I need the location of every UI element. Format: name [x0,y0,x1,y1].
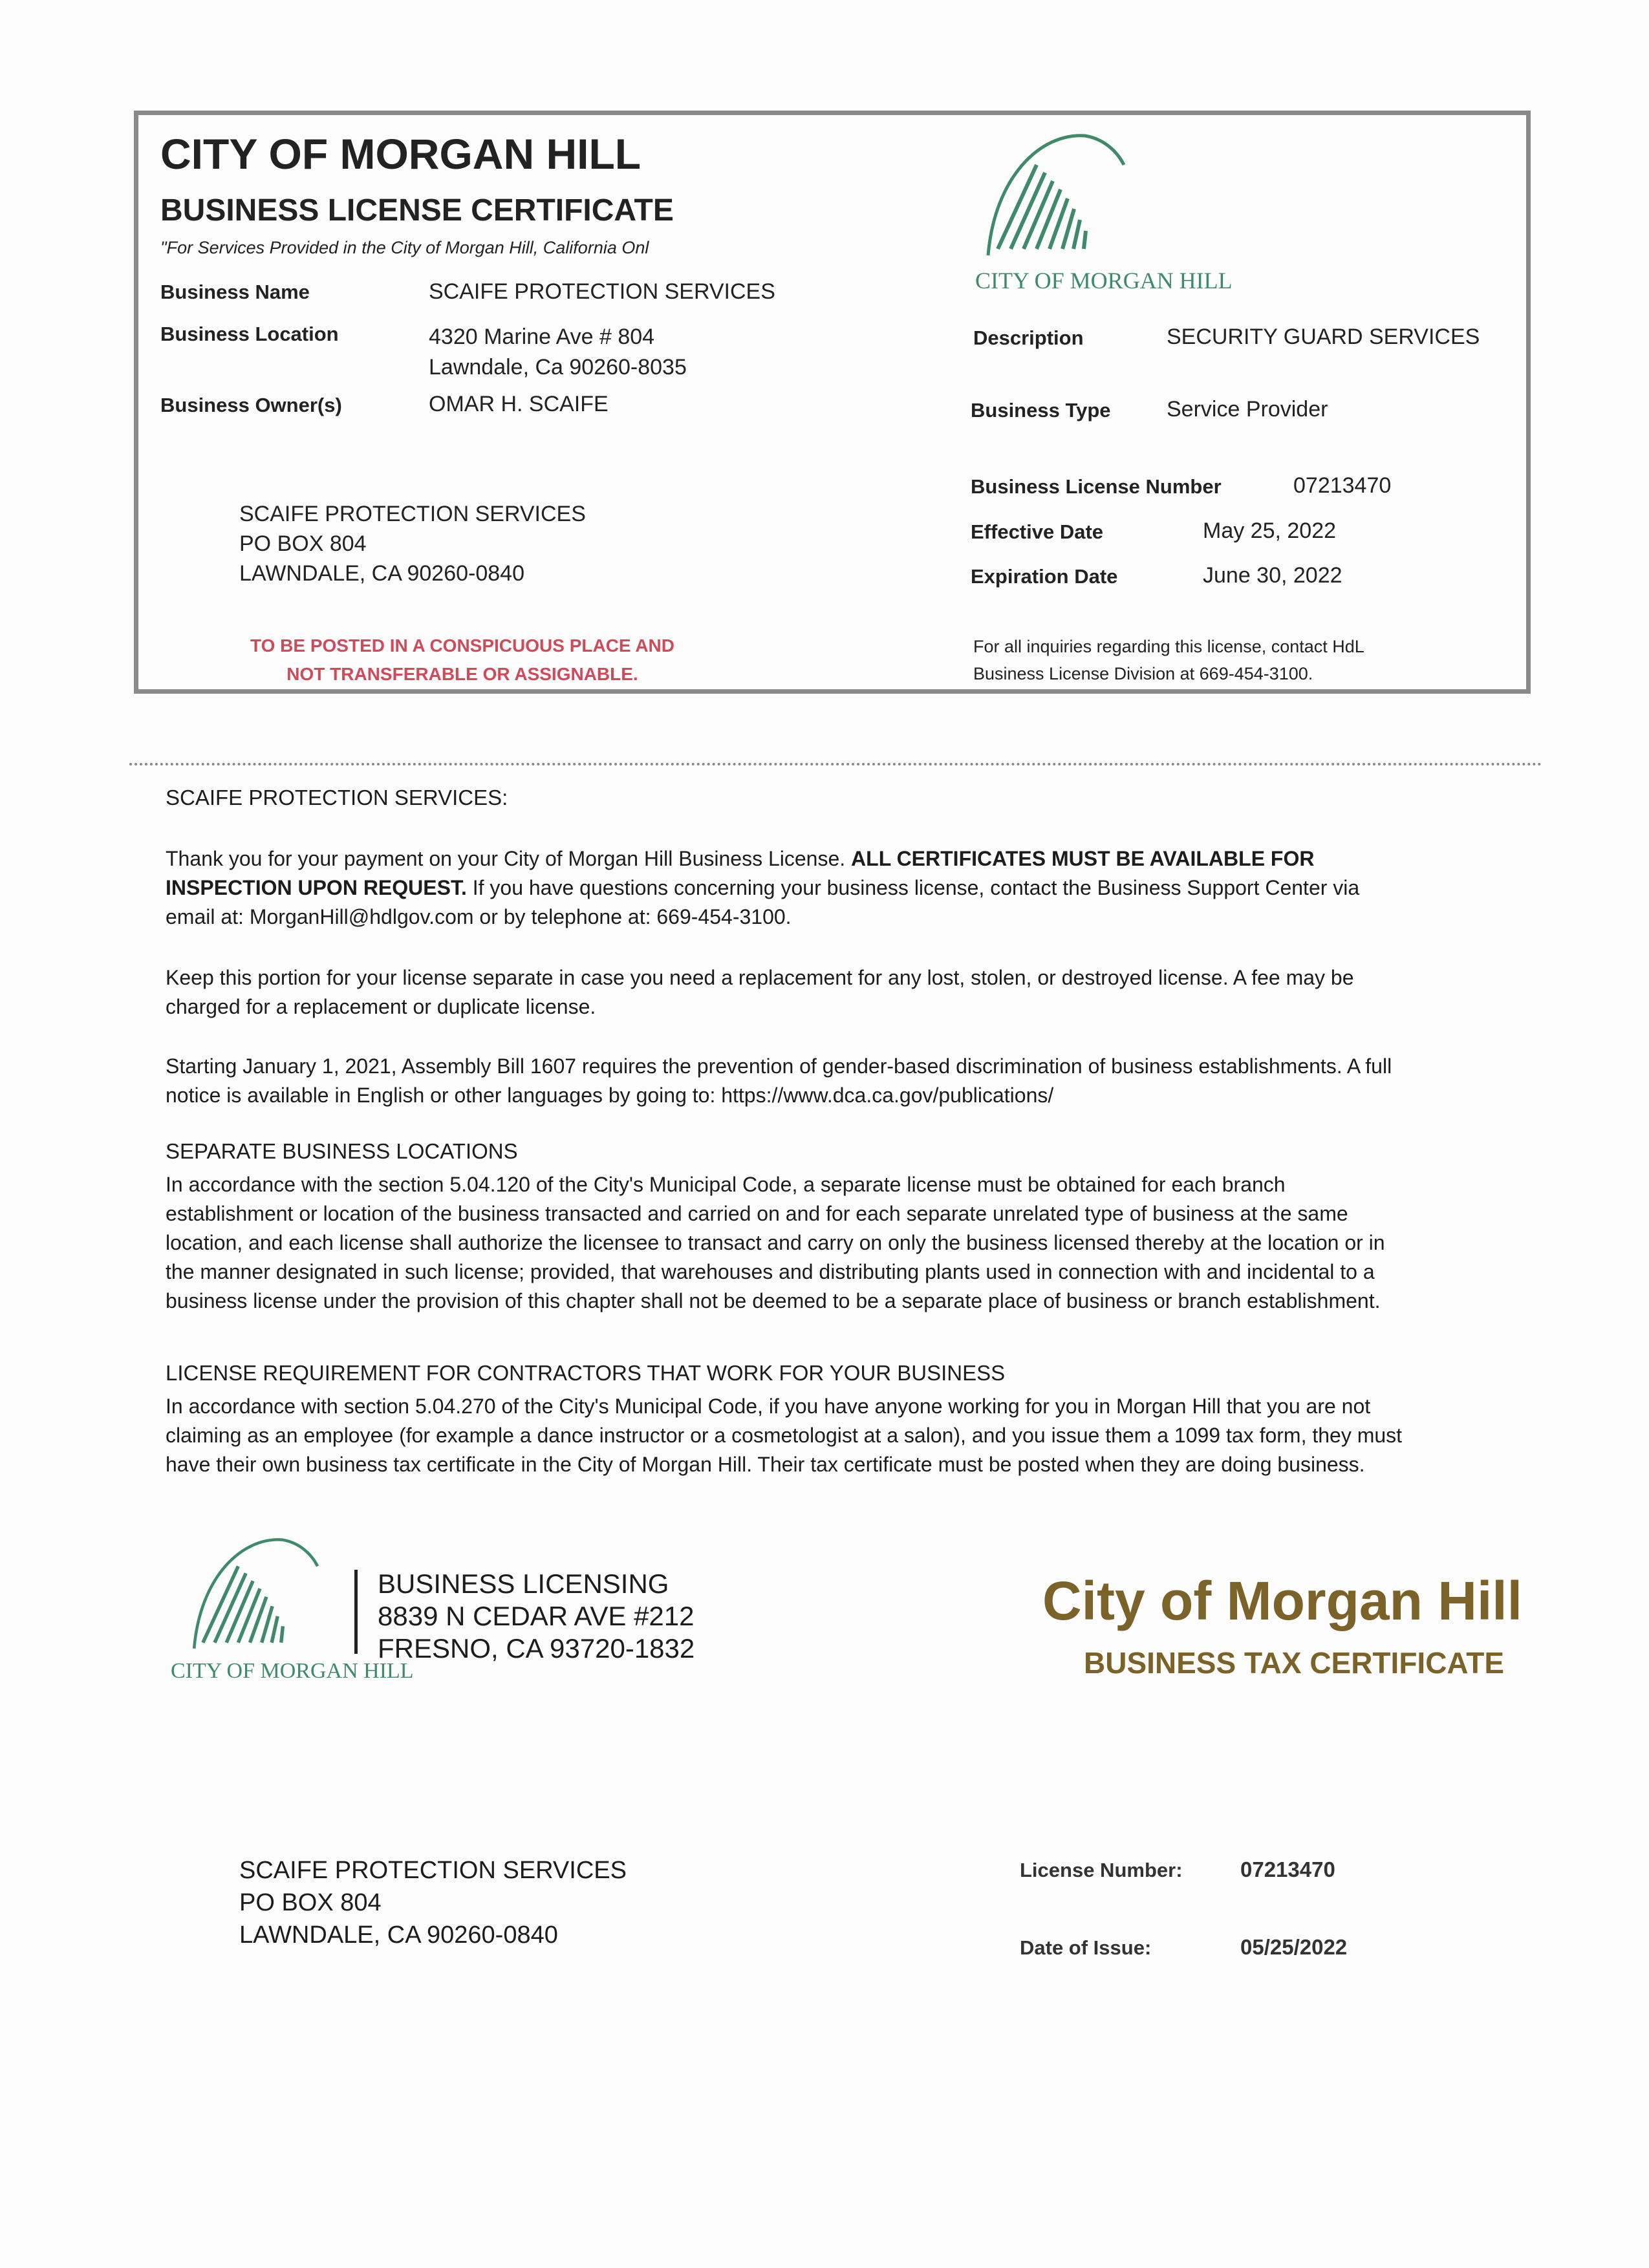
office-line-1: BUSINESS LICENSING [378,1568,669,1599]
business-location-label: Business Location [160,323,339,345]
posting-notice [213,632,711,689]
footer-mail-line-1: SCAIFE PROTECTION SERVICES [239,1857,627,1884]
tear-line [129,763,1542,765]
footer-license-number-label: License Number: [1020,1859,1183,1881]
inquiry-notice [973,633,1364,687]
footer-license-number-value: 07213470 [1240,1857,1335,1881]
section1-heading: SEPARATE BUSINESS LOCATIONS [166,1139,518,1163]
business-location-line2: Lawndale, Ca 90260-8035 [429,355,687,380]
expiration-date-label: Expiration Date [971,565,1118,588]
section1-body: In accordance with the section 5.04.120 of the City's Municipal Code, a separate license must be obtained for each branch establishment or location of the business transacted and carried on and for each separate unrelated type of business at the same location, and each license shall authorize the licensee to transact and carry on only the business licensed thereby at the location or in the manner designated in such license; provided, that warehouses and distributing plants used in connection with and incidental to a business license under the provision of this chapter shall not be deemed to be a separate place of business or branch establishment. [166,1173,1385,1312]
office-line-2: 8839 N CEDAR AVE #212 [378,1601,695,1631]
certificate-mail-address [239,499,586,588]
footer-mail-line-3: LAWNDALE, CA 90260-0840 [239,1921,558,1949]
certificate-note: "For Services Provided in the City of Morgan Hill, California Onl [160,238,649,257]
business-type-label: Business Type [971,399,1111,422]
effective-date-value: May 25, 2022 [1203,519,1337,543]
business-location-line1: 4320 Marine Ave # 804 [429,325,655,349]
footer-city-logo [169,1531,414,1693]
letter-paragraph-2: Keep this portion for your license separate in case you need a replacement for any lost, stolen, or destroyed license. A fee may be charged for a replacement or duplicate license. [166,966,1354,1018]
office-line-3: FRESNO, CA 93720-1832 [378,1633,695,1664]
section2-heading: LICENSE REQUIREMENT FOR CONTRACTORS THAT WORK FOR YOUR BUSINESS [166,1361,1006,1385]
certificate-subtitle: BUSINESS LICENSE CERTIFICATE [160,193,674,228]
expiration-date-value: June 30, 2022 [1203,563,1342,588]
license-number-label: Business License Number [971,475,1222,498]
license-number-value: 07213470 [1293,473,1392,498]
section2-body: In accordance with section 5.04.270 of the City's Municipal Code, if you have anyone working for you in Morgan Hill that you are not claiming as an employee (for example a dance instructor or a cosmetologist at a salon), and you issue them a 1099 tax form, they must have their own business tax certificate in the City of Morgan Hill. Their tax certificate must be posted when they are doing business. [166,1395,1403,1476]
description-value: SECURITY GUARD SERVICES [1167,325,1480,349]
footer-logo-icon [169,1531,325,1660]
description-label: Description [973,326,1084,349]
city-logo [962,126,1233,301]
p1-bold: ALL CERTIFICATES MUST BE AVAILABLE FOR INSPECTION UPON REQUEST. [166,847,1315,899]
mail-line-1: SCAIFE PROTECTION SERVICES [239,502,586,526]
p1-text-1: Thank you for your payment on your City of Morgan Hill Business License. [166,847,852,870]
tax-certificate-title: BUSINESS TAX CERTIFICATE [1084,1646,1504,1680]
letter-salutation: SCAIFE PROTECTION SERVICES: [166,786,508,809]
licensing-office-address [378,1568,695,1665]
p1-text-2: If you have questions concerning your business license, contact the Business Support Center via email at: MorganHill@hdlgov.com or by telephone at: 669-454-3100. [166,876,1360,928]
mail-line-2: PO BOX 804 [239,531,367,556]
footer-logo-text: CITY OF MORGAN HILL [171,1659,414,1683]
business-owner-value: OMAR H. SCAIFE [429,392,609,416]
footer-mail-address [239,1854,627,1951]
date-of-issue-value: 05/25/2022 [1240,1935,1348,1959]
letter-paragraph-3: Starting January 1, 2021, Assembly Bill 1607 requires the prevention of gender-based discrimination of business establishments. A full notice is available in English or other languages by going to: https://www.dca.ca.gov/publications/ [166,1054,1392,1107]
certificate-title: CITY OF MORGAN HILL [160,130,641,178]
inquiry-line-1: For all inquiries regarding this license, contact HdL [973,637,1364,656]
posting-line-1: TO BE POSTED IN A CONSPICUOUS PLACE AND [250,636,674,656]
inquiry-line-2: Business License Division at 669-454-3100. [973,664,1313,683]
business-name-value: SCAIFE PROTECTION SERVICES [429,279,775,304]
city-logo-icon [962,126,1130,268]
business-type-value: Service Provider [1167,397,1328,422]
business-name-label: Business Name [160,281,310,303]
mail-line-3: LAWNDALE, CA 90260-0840 [239,561,524,586]
date-of-issue-label: Date of Issue: [1020,1936,1152,1959]
business-owner-label: Business Owner(s) [160,394,342,416]
effective-date-label: Effective Date [971,520,1104,543]
footer-city-title: City of Morgan Hill [1042,1570,1522,1631]
letter-paragraph-1 [166,844,1407,932]
city-logo-text: CITY OF MORGAN HILL [975,268,1233,294]
posting-line-2: NOT TRANSFERABLE OR ASSIGNABLE. [286,664,638,684]
footer-divider [354,1570,358,1654]
footer-mail-line-2: PO BOX 804 [239,1889,382,1916]
